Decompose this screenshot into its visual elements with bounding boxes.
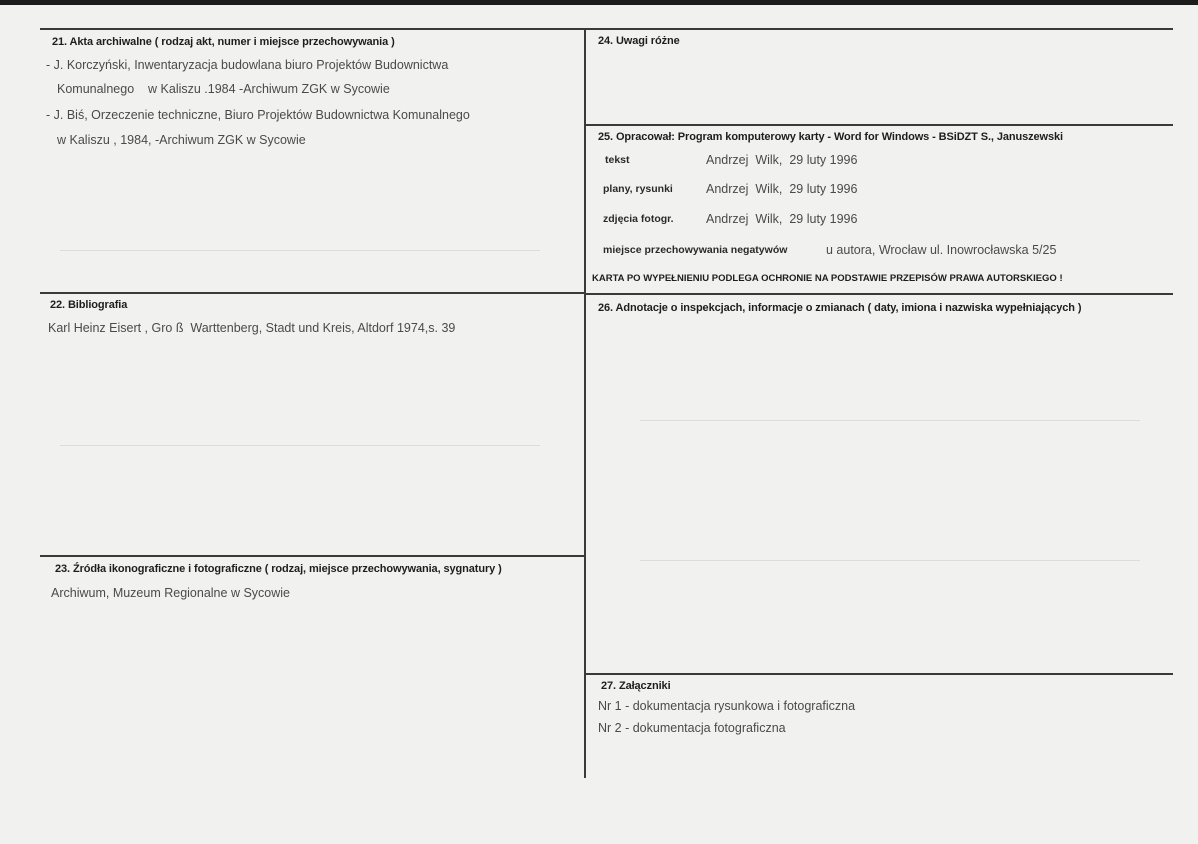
section-24-header: 24. Uwagi różne	[598, 35, 680, 47]
rule-25-26	[585, 293, 1173, 295]
row-label-plans: plany, rysunki	[603, 183, 673, 195]
rule-24-25	[585, 124, 1173, 126]
attachment-line: Nr 2 - dokumentacja fotograficzna	[598, 721, 786, 735]
archive-line: - J. Korczyński, Inwentaryzacja budowlana biuro Projektów Budownictwa	[46, 58, 449, 72]
negatives-storage-label: miejsce przechowywania negatywów	[603, 244, 788, 256]
archive-line: - J. Biś, Orzeczenie techniczne, Biuro Projektów Budownictwa Komunalnego	[46, 108, 470, 122]
iconographic-sources: Archiwum, Muzeum Regionalne w Sycowie	[51, 586, 290, 600]
bleed-through-line	[60, 250, 540, 251]
attachment-line: Nr 1 - dokumentacja rysunkowa i fotograficzna	[598, 699, 856, 713]
row-value-text: Andrzej Wilk, 29 luty 1996	[706, 153, 858, 167]
archive-line: Komunalnego w Kaliszu .1984 -Archiwum ZGK w Sycowie	[57, 82, 390, 96]
row-value-photos: Andrzej Wilk, 29 luty 1996	[706, 212, 858, 226]
rule-21-22	[40, 292, 585, 294]
copyright-warning: KARTA PO WYPEŁNIENIU PODLEGA OCHRONIE NA PODSTAWIE PRZEPISÓW PRAWA AUTORSKIEGO !	[592, 273, 1063, 284]
bleed-through-line	[640, 420, 1140, 421]
row-label-photos: zdjęcia fotogr.	[603, 213, 674, 225]
rule-22-23	[40, 555, 585, 557]
section-23-header: 23. Źródła ikonograficzne i fotograficzne ( rodzaj, miejsce przechowywania, sygnatury )	[55, 563, 502, 575]
top-rule-left	[40, 28, 585, 30]
row-value-plans: Andrzej Wilk, 29 luty 1996	[706, 182, 858, 196]
section-21-header: 21. Akta archiwalne ( rodzaj akt, numer i miejsce przechowywania )	[52, 36, 395, 48]
row-label-text: tekst	[605, 154, 630, 166]
rule-26-27	[585, 673, 1173, 675]
section-26-header: 26. Adnotacje o inspekcjach, informacje o zmianach ( daty, imiona i nazwiska wypełniających )	[598, 302, 1082, 314]
section-22-header: 22. Bibliografia	[50, 299, 128, 311]
negatives-storage-value: u autora, Wrocław ul. Inowrocławska 5/25	[826, 243, 1057, 257]
bibliography-entry: Karl Heinz Eisert , Gro ß Warttenberg, Stadt und Kreis, Altdorf 1974,s. 39	[48, 321, 456, 335]
top-rule-right	[585, 28, 1173, 30]
section-27-header: 27. Załączniki	[601, 680, 671, 692]
scan-top-edge	[0, 0, 1198, 5]
section-25-header: 25. Opracował: Program komputerowy karty - Word for Windows - BSiDZT S., Januszewski	[598, 131, 1064, 143]
center-divider	[584, 28, 586, 778]
archive-line: w Kaliszu , 1984, -Archiwum ZGK w Sycowie	[57, 133, 306, 147]
bleed-through-line	[60, 445, 540, 446]
bleed-through-line	[640, 560, 1140, 561]
